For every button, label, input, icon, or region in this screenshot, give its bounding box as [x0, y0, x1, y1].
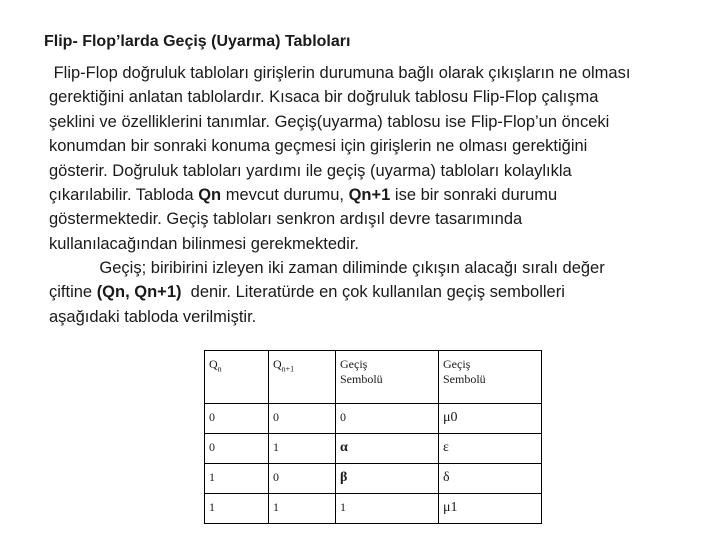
transition-table: [204, 350, 542, 524]
header-text: Q: [273, 357, 282, 371]
cell-symbol: α: [336, 434, 439, 464]
paragraph-line: aşağıdaki tabloda verilmiştir.: [49, 307, 257, 326]
cell-symbol-alt: ε: [439, 434, 542, 464]
header-transition-symbol: [336, 351, 439, 404]
paragraph-line: şeklini ve özelliklerini tanımlar. Geçiş(uyarma) tablosu ise Flip-Flop’un önceki: [49, 112, 610, 131]
paragraph-line: gösterir. Doğruluk tabloları yardımı ile geçiş (uyarma) tabloları kolaylıkla: [49, 161, 572, 180]
paragraph-line: göstermektedir. Geçiş tabloları senkron ardışıl devre tasarımında: [49, 210, 523, 229]
header-transition-symbol-alt: [439, 351, 542, 404]
cell-symbol-alt: δ: [439, 464, 542, 494]
cell-symbol: 0: [336, 404, 439, 434]
page-title: Flip- Flop’larda Geçiş (Uyarma) Tabloları: [44, 33, 351, 50]
header-qn: [205, 351, 269, 404]
header-text: Sembolü: [340, 372, 383, 386]
header-text: Q: [209, 357, 218, 371]
cell-qn1: 0: [269, 464, 336, 494]
header-text: Sembolü: [443, 372, 486, 386]
header-qn1: [269, 351, 336, 404]
paragraph-line: kullanılacağından bilinmesi gerekmektedir.: [49, 234, 360, 253]
paragraph-line: [49, 183, 689, 207]
paragraph-line: gerektiğini anlatan tablolardır. Kısaca bir doğruluk tablosu Flip-Flop çalışma: [49, 88, 599, 107]
header-subscript: n: [217, 364, 222, 374]
cell-qn: 1: [205, 494, 269, 524]
table-row: [205, 404, 542, 434]
header-subscript: n+1: [281, 364, 295, 374]
term-qn: Qn: [198, 185, 222, 204]
cell-symbol-alt: μ0: [439, 404, 542, 434]
text-fragment: çiftine: [49, 283, 97, 302]
cell-qn: 0: [205, 434, 269, 464]
paragraph-intro: [49, 61, 689, 256]
table-row: [205, 494, 542, 524]
text-fragment: denir. Literatürde en çok kullanılan geçiş sembolleri: [181, 283, 565, 302]
term-pair: (Qn, Qn+1): [96, 283, 182, 302]
cell-symbol-alt: μ1: [439, 494, 542, 524]
paragraph-definition: [49, 256, 689, 329]
text-fragment: ise bir sonraki durumu: [390, 185, 558, 204]
cell-qn1: 0: [269, 404, 336, 434]
cell-qn: 1: [205, 464, 269, 494]
cell-qn1: 1: [269, 494, 336, 524]
table-row: [205, 434, 542, 464]
paragraph-line: konumdan bir sonraki konuma geçmesi için girişlerin ne olması gerektiğini: [49, 137, 588, 156]
table-header-row: [205, 351, 542, 404]
header-text: Geçiş: [443, 357, 471, 371]
cell-qn: 0: [205, 404, 269, 434]
paragraph-line: Flip-Flop doğruluk tabloları girişlerin durumuna bağlı olarak çıkışların ne olması: [49, 64, 631, 82]
paragraph-line: [49, 280, 689, 304]
term-qn1: Qn+1: [348, 185, 391, 204]
cell-symbol: 1: [336, 494, 439, 524]
cell-symbol: β: [336, 464, 439, 494]
text-fragment: mevcut durumu,: [221, 185, 349, 204]
table-row: [205, 464, 542, 494]
text-fragment: çıkarılabilir. Tabloda: [49, 185, 199, 204]
cell-qn1: 1: [269, 434, 336, 464]
header-text: Geçiş: [340, 357, 368, 371]
paragraph-line: Geçiş; biribirini izleyen iki zaman diliminde çıkışın alacağı sıralı değer: [49, 259, 605, 277]
